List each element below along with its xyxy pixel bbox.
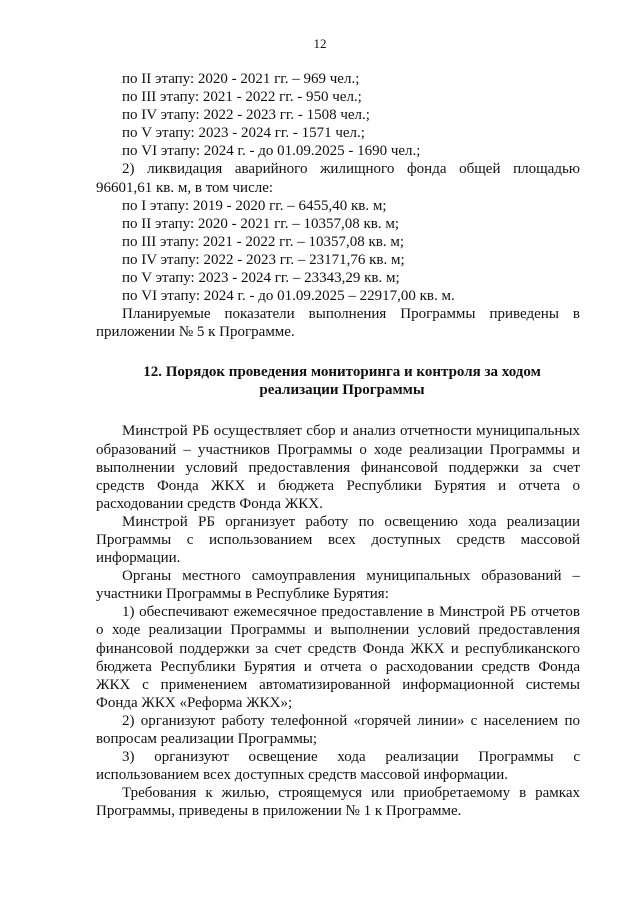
stage-area-line: по II этапу: 2020 - 2021 гг. – 10357,08 кв. м; <box>122 215 400 232</box>
stage-people-line: по VI этапу: 2024 г. - до 01.09.2025 - 1690 чел.; <box>122 143 421 160</box>
section-heading <box>96 363 580 399</box>
section-heading-line-1: 12. Порядок проведения мониторинга и контроля за ходом <box>143 364 541 381</box>
stage-people-line: по IV этапу: 2022 - 2023 гг. - 1508 чел.; <box>122 107 370 124</box>
stage-area-line: по I этапу: 2019 - 2020 гг. – 6455,40 кв. м; <box>122 197 387 214</box>
local-bodies-paragraph: Органы местного самоуправления муниципальных образований – участники Программы в Республике Бурятия: <box>96 568 580 603</box>
stage-people-line: по III этапу: 2021 - 2022 гг. - 950 чел.; <box>122 89 362 106</box>
stage-area-line: по V этапу: 2023 - 2024 гг. – 23343,29 кв. м; <box>122 270 400 287</box>
page-number: 12 <box>313 36 327 51</box>
stage-people-line: по II этапу: 2020 - 2021 гг. – 969 чел.; <box>122 71 360 87</box>
stage-people-line: по V этапу: 2023 - 2024 гг. - 1571 чел.; <box>122 125 365 142</box>
stage-area-line: по IV этапу: 2022 - 2023 гг. – 23171,76 кв. м; <box>122 251 405 268</box>
stage-area-line: по VI этапу: 2024 г. - до 01.09.2025 – 22917,00 кв. м. <box>122 288 455 305</box>
requirements-paragraph: Требования к жилью, строящемуся или приобретаемому в рамках Программы, приведены в приложении № 1 к Программе. <box>96 785 580 820</box>
duty-1-paragraph: 1) обеспечивают ежемесячное предоставление в Минстрой РБ отчетов о ходе реализации Программы и выполнении условий предоставления финансовой поддержки за счет средств Фонда ЖКХ и республиканского бюджета Республики Бурятия и отчета о расходовании средств Фонда ЖКХ с применением автоматизированной информационной системы Фонда ЖКХ «Реформа ЖКХ»; <box>96 604 580 711</box>
duty-2-paragraph: 2) организуют работу телефонной «горячей линии» с населением по вопросам реализации Программы; <box>96 712 580 747</box>
item-2-paragraph: 2) ликвидация аварийного жилищного фонда общей площадью 96601,61 кв. м, в том числе: <box>96 161 580 196</box>
stage-area-line: по III этапу: 2021 - 2022 гг. – 10357,08 кв. м; <box>122 233 405 250</box>
minstroy-collects-paragraph: Минстрой РБ осуществляет сбор и анализ отчетности муниципальных образований – участников Программы о ходе реализации Программы и выполнении условий предоставления финансовой поддержки за счет средств Фонда ЖКХ и бюджета Республики Бурятия и отчета о расходовании средств Фонда ЖКХ. <box>96 423 580 512</box>
section-heading-line-2: реализации Программы <box>259 382 425 399</box>
minstroy-organizes-paragraph: Минстрой РБ организует работу по освещению хода реализации Программы с использованием всех доступных средств массовой информации. <box>96 513 580 567</box>
planned-indicators-paragraph: Планируемые показатели выполнения Программы приведены в приложении № 5 к Программе. <box>96 306 580 341</box>
document-body <box>96 70 580 820</box>
duty-3-paragraph: 3) организуют освещение хода реализации Программы с использованием всех доступных средств массовой информации. <box>96 749 580 784</box>
